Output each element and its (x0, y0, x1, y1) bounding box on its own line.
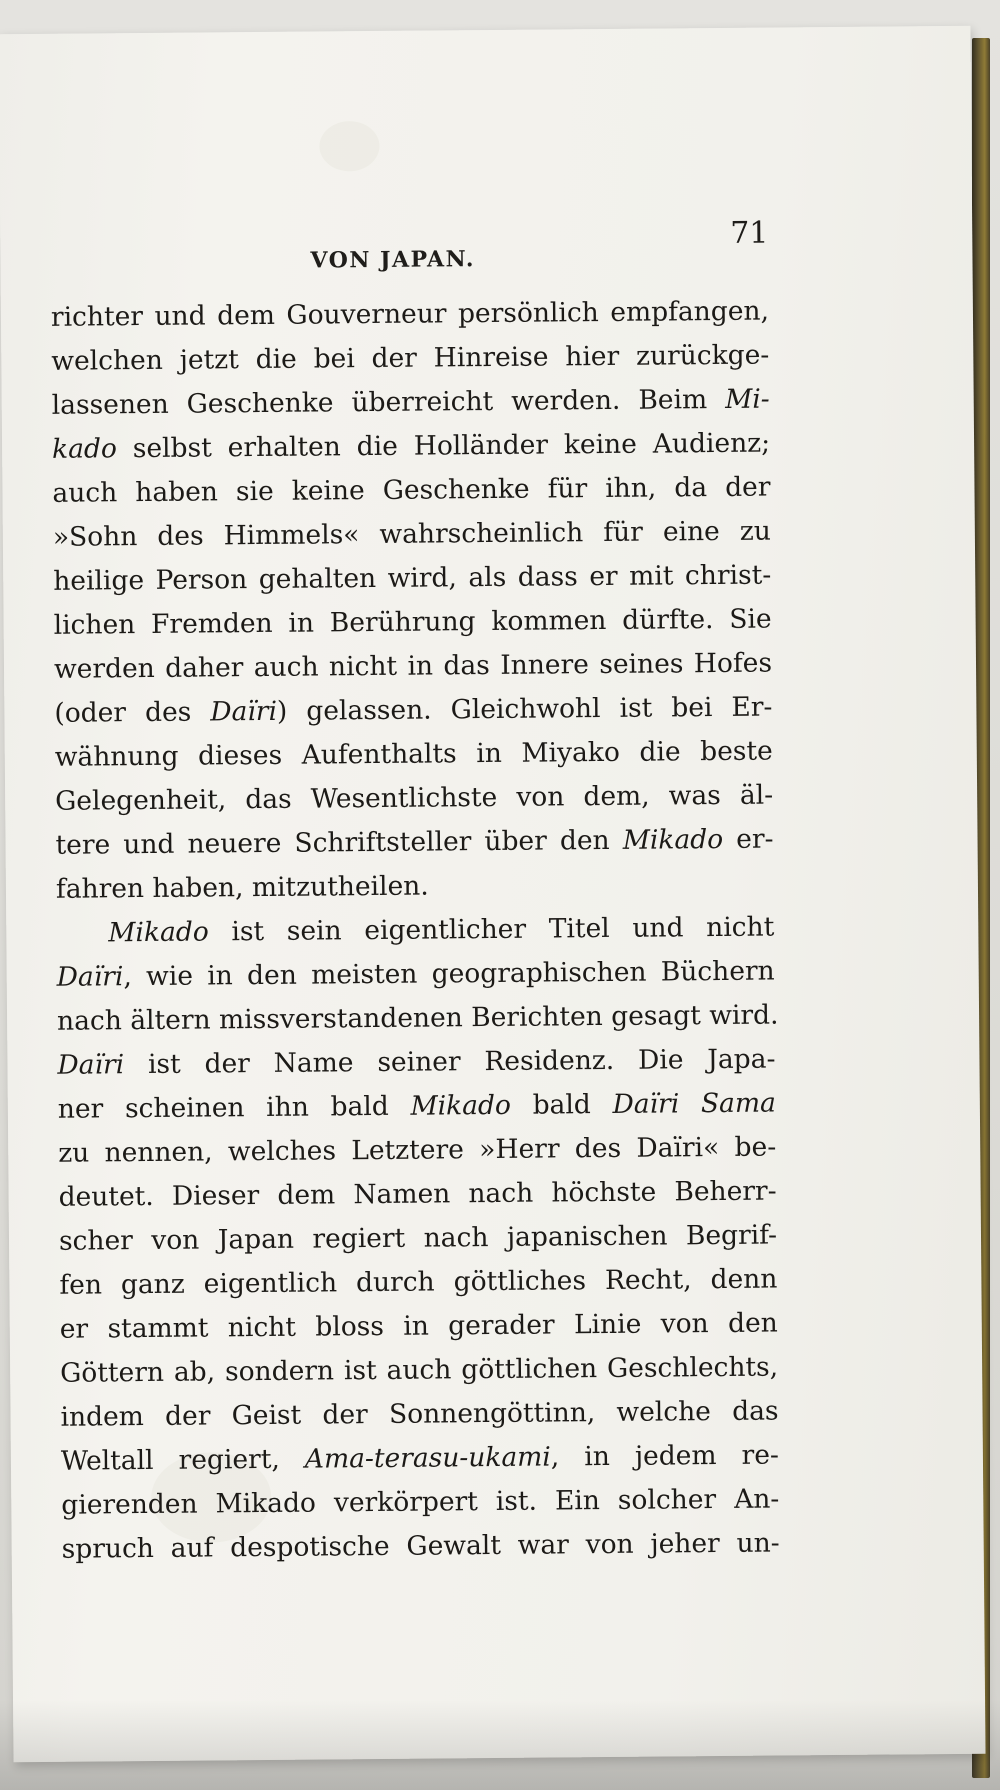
italic-text: Mi- (724, 383, 770, 415)
text-segment: welchen jetzt die bei der Hinreise hier zurückge- (51, 339, 770, 377)
text-line (52, 422, 770, 472)
text-segment: er stammt nicht bloss in gerader Linie von den (59, 1307, 778, 1345)
text-segment: Gelegenheit, das Wesentlichste von dem, was äl- (55, 779, 774, 817)
text-segment: lichen Fremden in Berührung kommen dürfte. Sie (53, 603, 772, 641)
text-line (59, 1214, 777, 1264)
text-line (56, 906, 774, 956)
text-line (53, 554, 771, 604)
italic-text: Mikado (108, 916, 209, 949)
body-text (51, 290, 780, 1572)
text-segment: Göttern ab, sondern ist auch göttlichen Geschlechts, (60, 1351, 779, 1389)
text-segment: richter und dem Gouverneur persönlich empfangen, (50, 295, 770, 333)
italic-text: Daïri (57, 1049, 125, 1081)
running-head: VON JAPAN. (310, 246, 476, 274)
italic-text: Daïri (210, 695, 278, 728)
text-segment: zu nennen, welches Letztere »Herr des Daïri« be- (58, 1131, 777, 1169)
text-line (60, 1390, 778, 1440)
text-line (60, 1302, 778, 1352)
text-segment: er- (722, 823, 774, 855)
text-line (54, 686, 772, 736)
bottom-shadow (0, 1700, 1000, 1790)
text-segment: , wie in den meisten geographischen Büchern (123, 955, 775, 993)
text-segment: heilige Person gehalten wird, als dass er mit christ- (53, 559, 772, 597)
italic-text: Daïri (56, 961, 124, 993)
text-segment: selbst erhalten die Holländer keine Audienz; (116, 427, 771, 465)
text-segment: werden daher auch nicht in das Innere seines Hofes (53, 647, 773, 685)
text-line (51, 334, 769, 384)
text-line (53, 598, 771, 648)
text-line (60, 1346, 778, 1396)
text-segment: ) gelassen. Gleichwohl ist bei Er- (276, 691, 773, 727)
text-line (51, 290, 769, 340)
text-segment: scher von Japan regiert nach japanischen Begrif- (58, 1219, 778, 1257)
text-line (62, 1522, 780, 1572)
text-segment: fen ganz eigentlich durch göttliches Recht, denn (59, 1263, 778, 1301)
text-line (55, 818, 773, 868)
text-line (57, 950, 775, 1000)
text-segment: tere und neuere Schriftsteller über den (55, 824, 623, 861)
text-segment: nach ältern missverstandenen Berichten gesagt wird. (56, 999, 779, 1037)
text-line (61, 1434, 779, 1484)
text-segment: ist sein eigentlicher Titel und nicht (208, 911, 775, 948)
text-segment: (oder des (54, 696, 211, 729)
text-line (53, 510, 771, 560)
text-segment: bald (510, 1088, 613, 1121)
text-line (54, 642, 772, 692)
text-segment: »Sohn des Himmels« wahrscheinlich für eine zu (52, 515, 771, 553)
text-segment: deutet. Dieser dem Namen nach höchste Beherr- (58, 1175, 777, 1213)
page-number: 71 (730, 215, 769, 251)
text-line (58, 1170, 776, 1220)
text-segment: Weltall regiert, (60, 1443, 305, 1477)
text-line (56, 862, 774, 912)
italic-text: Ama-terasu-ukami (304, 1441, 551, 1475)
italic-text: Daïri Sama (612, 1087, 776, 1120)
text-line (58, 1126, 776, 1176)
text-segment: indem der Geist der Sonnengöttinn, welche das (60, 1395, 779, 1433)
text-segment: gierenden Mikado verkörpert ist. Ein solcher An- (61, 1483, 780, 1521)
text-segment: spruch auf despotische Gewalt war von jeher un- (61, 1527, 780, 1565)
text-line (56, 994, 779, 1044)
italic-text: Mikado (410, 1089, 512, 1122)
text-segment: wähnung dieses Aufenthalts in Miyako die beste (54, 735, 773, 773)
text-line (55, 730, 773, 780)
italic-text: Mikado (622, 823, 724, 856)
page-header (0, 194, 972, 274)
text-segment: ner scheinen ihn bald (57, 1090, 411, 1125)
text-line (59, 1258, 777, 1308)
text-segment: auch haben sie keine Geschenke für ihn, da der (52, 471, 771, 509)
text-segment: ist der Name seiner Residenz. Die Japa- (124, 1043, 776, 1081)
paper-stain (319, 121, 379, 172)
text-line (58, 1082, 776, 1132)
text-line (57, 1038, 775, 1088)
book-page (0, 26, 986, 1762)
text-segment: , in jedem re- (550, 1439, 780, 1473)
text-line (61, 1478, 779, 1528)
text-segment: fahren haben, mitzutheilen. (55, 870, 429, 905)
text-line (52, 378, 770, 428)
text-segment: lassenen Geschenke überreicht werden. Beim (51, 383, 726, 421)
text-line (55, 774, 773, 824)
text-line (52, 466, 770, 516)
italic-text: kado (51, 433, 118, 465)
